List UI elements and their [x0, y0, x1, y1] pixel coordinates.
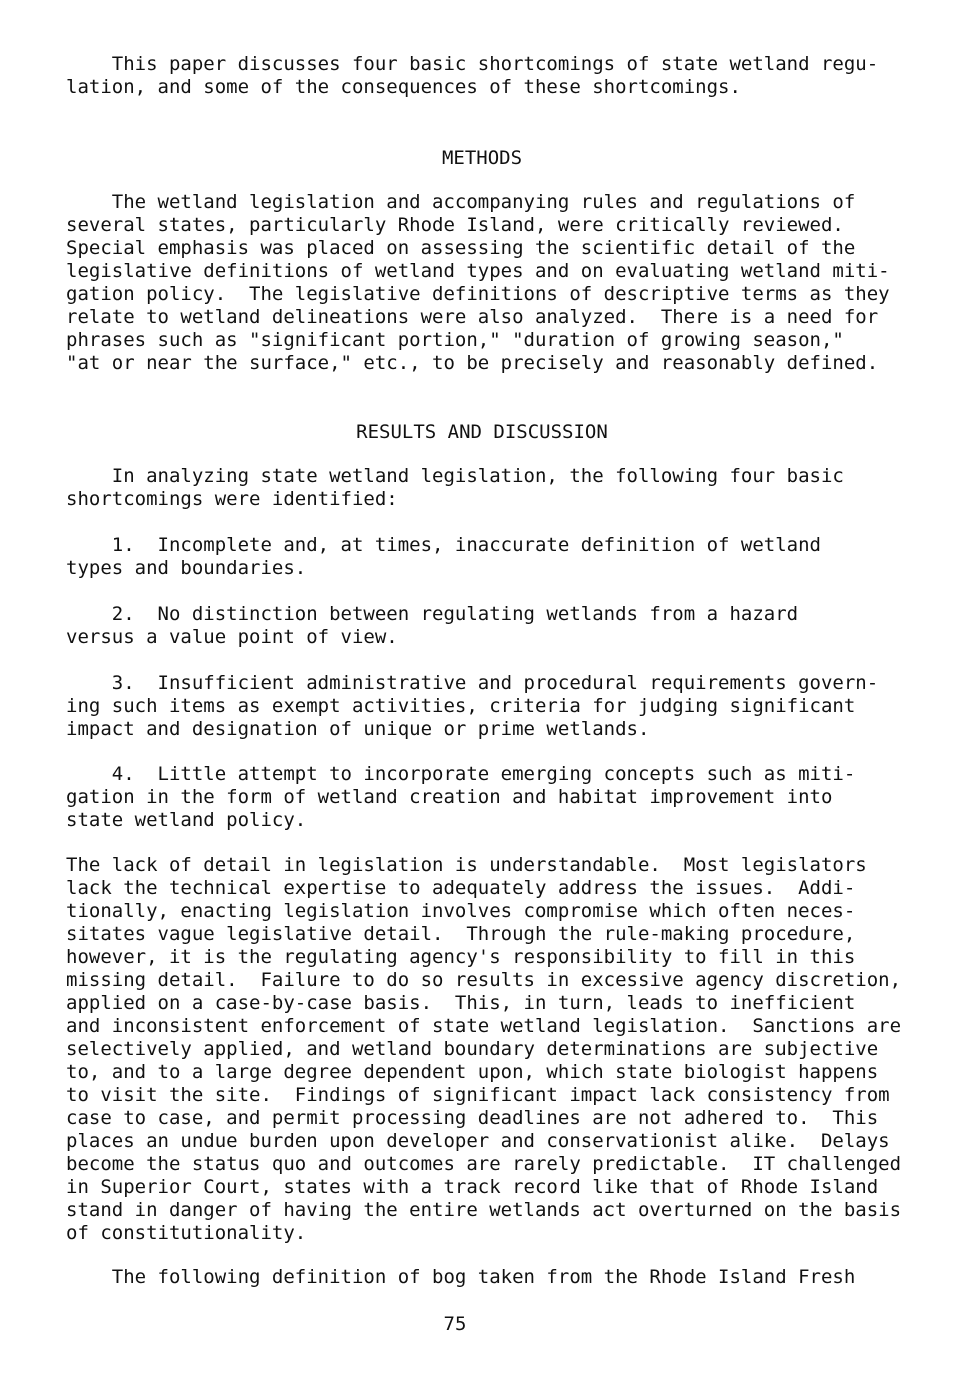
results-heading: RESULTS AND DISCUSSION	[356, 421, 608, 443]
shortcoming-item-1: 1. Incomplete and, at times, inaccurate definition of wetland types and boundaries.	[66, 534, 821, 579]
closing-paragraph: The following definition of bog taken from the Rhode Island Fresh	[66, 1266, 856, 1288]
shortcoming-item-4: 4. Little attempt to incorporate emerging concepts such as miti- gation in the form of wetland creation and habitat improvement into state wetland policy.	[66, 763, 856, 831]
page-number: 75	[443, 1313, 467, 1335]
methods-paragraph: The wetland legislation and accompanying rules and regulations of several states, particularly Rhode Island, were critically reviewed. Special emphasis was placed on assessing the scientific detail of the legislative definitions of wetland types and on evaluating wetland miti- gation policy. The legislative definitions of descriptive terms as they relate to wetland delineations were also analyzed. There is a need for phrases such as "significant portion," "duration of growing season," "at or near the surface," etc., to be precisely and reasonably defined.	[66, 191, 890, 374]
shortcoming-item-3: 3. Insufficient administrative and procedural requirements govern- ing such items as exempt activities, criteria for judging significant impact and designation of unique or prime wetlands.	[66, 672, 879, 740]
shortcoming-item-2: 2. No distinction between regulating wetlands from a hazard versus a value point of view.	[66, 603, 799, 648]
discussion-paragraph: The lack of detail in legislation is understandable. Most legislators lack the technical expertise to adequately address the issues. Addi- tionally, enacting legislation involves compromise which often neces- sitates vague legislative detail. Through the rule-making procedure, however, it is the regulating agency's responsibility to fill in this missing detail. Failure to do so results in excessive agency discretion, applied on a case-by-case basis. This, in turn, leads to inefficient and inconsistent enforcement of state wetland legislation. Sanctions are selectively applied, and wetland boundary determinations are subjective to, and to a large degree dependent upon, which state biologist happens to visit the site. Findings of significant impact lack consistency from case to case, and permit processing deadlines are not adhered to. This places an undue burden upon developer and conservationist alike. Delays become the status quo and outcomes are rarely predictable. IT challenged in Superior Court, states with a track record like that of Rhode Island stand in danger of having the entire wetlands act overturned on the basis of constitutionality.	[66, 854, 902, 1244]
results-intro-paragraph: In analyzing state wetland legislation, the following four basic shortcomings were identified:	[66, 465, 844, 510]
methods-heading: METHODS	[441, 147, 523, 169]
intro-paragraph: This paper discusses four basic shortcomings of state wetland regu- lation, and some of the consequences of these shortcomings.	[66, 53, 879, 98]
